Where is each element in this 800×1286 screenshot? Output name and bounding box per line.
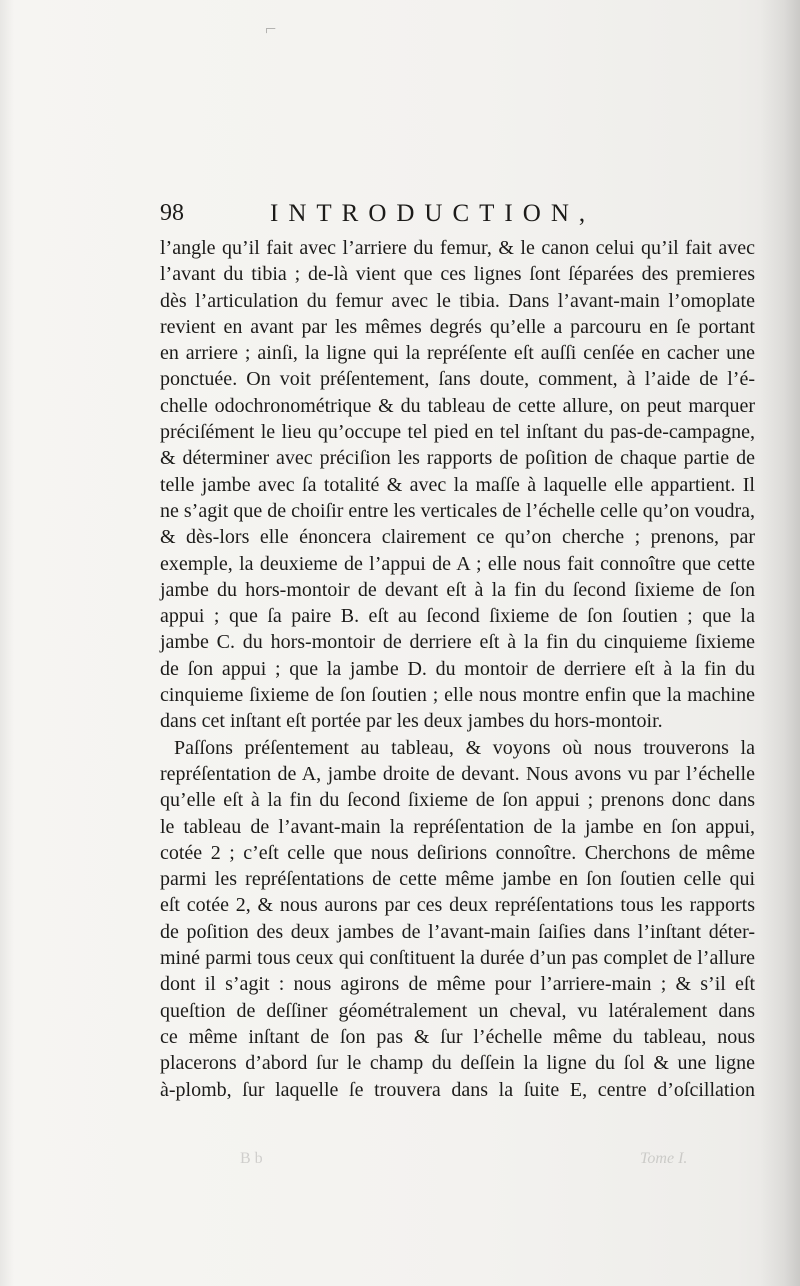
text-line: repréſentation de A, jambe droite de devant. Nous avons vu par l’échelle [160, 762, 755, 785]
text-line: appui ; que ſa paire B. eſt au ſecond ſixieme de ſon ſoutien ; que la [160, 605, 755, 628]
text-line: & dès-lors elle énoncera clairement ce qu’on cherche ; prenons, par [160, 526, 755, 549]
text-line: miné parmi tous ceux qui conſtituent la durée d’un pas complet de l’allure [160, 947, 755, 970]
stray-mark: ⌐ [265, 18, 277, 40]
text-line: de poſition des deux jambes de l’avant-main ſaiſies dans l’inſtant déter- [160, 920, 755, 943]
page-gutter-shadow [760, 0, 800, 1286]
text-line: dont il s’agit : nous agirons de même pour l’arriere-main ; & s’il eſt [160, 973, 755, 996]
text-line: en arriere ; ainſi, la ligne qui la repréſente eſt auſſi cenſée en cacher une [160, 342, 755, 365]
text-line: le tableau de l’avant-main la repréſentation de la jambe en ſon appui, [160, 815, 755, 838]
page-number: 98 [160, 200, 184, 226]
text-line: cinquieme ſixieme de ſon ſoutien ; elle nous montre enfin que la machine [160, 684, 755, 707]
text-line: jambe C. du hors-montoir de derriere eſt à la fin du cinquieme ſixieme [160, 631, 755, 654]
text-line: ce même inſtant de ſon pas & ſur l’échelle même du tableau, nous [160, 1025, 755, 1048]
text-line: l’avant du tibia ; de-là vient que ces lignes ſont ſéparées des premieres [160, 263, 755, 286]
text-line: chelle odochronométrique & du tableau de cette allure, on peut marquer [160, 394, 755, 417]
text-line: revient en avant par les mêmes degrés qu’elle a parcouru en ſe portant [160, 315, 755, 338]
text-line: jambe du hors-montoir de devant eſt à la fin du ſecond ſixieme de ſon [160, 578, 755, 601]
text-line: eſt cotée 2, & nous aurons par ces deux repréſentations tous les rapports [160, 894, 755, 917]
text-line: placerons d’abord ſur le champ du deſſein la ligne du ſol & une ligne [160, 1052, 755, 1075]
text-line: à-plomb, ſur laquelle ſe trouvera dans la ſuite E, centre d’oſcillation [160, 1078, 755, 1101]
text-line: dès l’articulation du femur avec le tibia. Dans l’avant-main l’omoplate [160, 289, 755, 312]
text-line: ponctuée. On voit préſentement, ſans doute, comment, à l’aide de l’é- [160, 368, 755, 391]
text-line: dans cet inſtant eſt portée par les deux jambes du hors-montoir. [160, 710, 663, 733]
body-text [160, 235, 755, 1103]
text-line: queſtion de deſſiner géométralement un cheval, vu latéralement dans [160, 999, 755, 1022]
text-line: parmi les repréſentations de cette même jambe en ſon ſoutien celle qui [160, 868, 755, 891]
catchword: Tome I. [640, 1150, 688, 1167]
text-line: telle jambe avec ſa totalité & avec la maſſe à laquelle elle appartient. Il [160, 473, 755, 496]
text-line: ne s’agit que de choiſir entre les verticales de l’échelle celle qu’on voudra, [160, 499, 755, 522]
text-line: préciſément le lieu qu’occupe tel pied en tel inſtant du pas-de-campagne, [160, 421, 755, 444]
text-line: l’angle qu’il fait avec l’arriere du femur, & le canon celui qu’il fait avec [160, 237, 755, 259]
running-head [160, 200, 780, 236]
signature-mark: B b [240, 1150, 263, 1167]
text-line: exemple, la deuxieme de l’appui de A ; elle nous fait connoître que cette [160, 552, 755, 575]
page-footer [0, 1150, 800, 1180]
text-line: qu’elle eſt à la fin du ſecond ſixieme de ſon appui ; prenons donc dans [160, 789, 755, 812]
running-title: INTRODUCTION, [270, 200, 596, 227]
text-line: Paſſons préſentement au tableau, & voyons où nous trouverons la [174, 736, 755, 759]
page-left-shadow [0, 0, 14, 1286]
text-line: de ſon appui ; que la jambe D. du montoir de derriere eſt à la fin du [160, 657, 755, 680]
text-line: cotée 2 ; c’eſt celle que nous deſirions connoître. Cherchons de même [160, 841, 755, 864]
text-line: & déterminer avec préciſion les rapports de poſition de chaque partie de [160, 447, 755, 470]
